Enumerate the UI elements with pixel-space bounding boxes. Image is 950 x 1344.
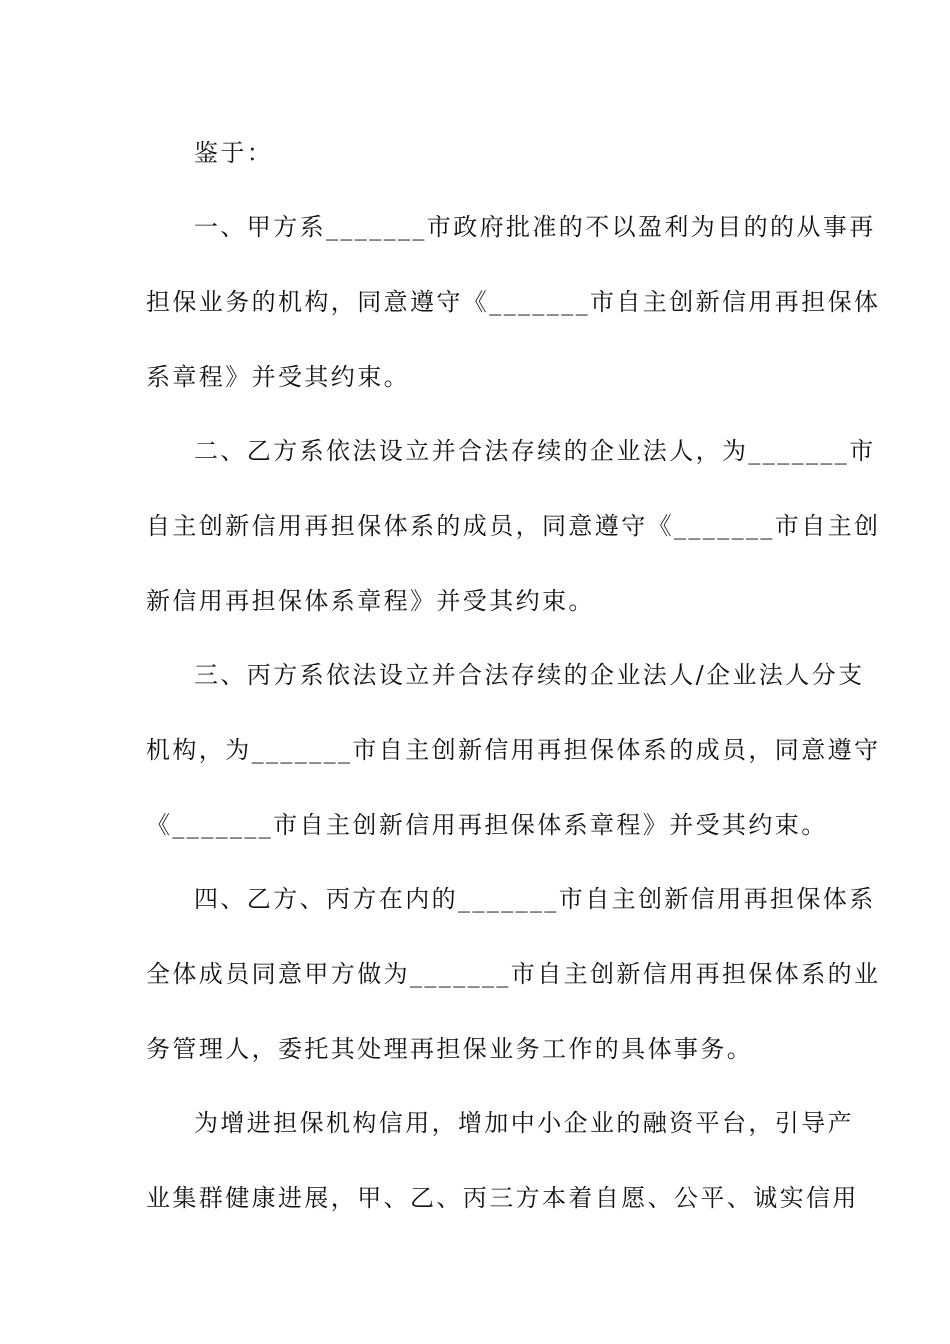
clause-1-line-2: 担保业务的机构，同意遵守《_______市自主创新信用再担保体 <box>146 288 881 316</box>
purpose-line-1: 为增进担保机构信用，增加中小企业的融资平台，引导产 <box>194 1109 854 1137</box>
clause-2-line-3: 新信用再担保体系章程》并受其约束。 <box>146 587 595 615</box>
clause-2-line-2: 自主创新信用再担保体系的成员，同意遵守《_______市自主创 <box>146 512 881 540</box>
clause-3-line-1: 三、丙方系依法设立并合法存续的企业法人/企业法人分支 <box>194 661 865 689</box>
clause-2-line-1: 二、乙方系依法设立并合法存续的企业法人，为_______市 <box>194 437 876 465</box>
purpose-line-2: 业集群健康进展，甲、乙、丙三方本着自愿、公平、诚实信用 <box>146 1184 859 1212</box>
clause-4-line-3: 务管理人，委托其处理再担保业务工作的具体事务。 <box>146 1035 754 1063</box>
clause-1-line-1: 一、甲方系_______市政府批准的不以盈利为目的的从事再 <box>194 213 876 241</box>
clause-1-line-3: 系章程》并受其约束。 <box>146 363 410 391</box>
clause-3-line-3: 《_______市自主创新信用再担保体系章程》并受其约束。 <box>146 811 828 839</box>
clause-4-line-1: 四、乙方、丙方在内的_______市自主创新信用再担保体系 <box>194 885 876 913</box>
clause-3-line-2: 机构，为_______市自主创新信用再担保体系的成员，同意遵守 <box>146 736 881 764</box>
clause-4-line-2: 全体成员同意甲方做为_______市自主创新信用再担保体系的业 <box>146 960 881 988</box>
preamble-heading: 鉴于： <box>194 139 274 167</box>
